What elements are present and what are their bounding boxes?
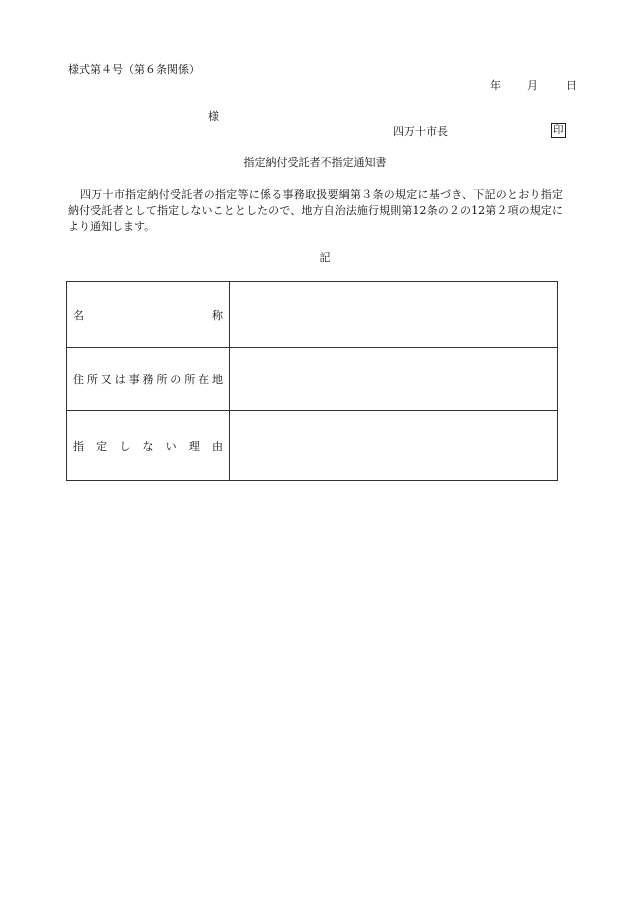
date-month-label: 月 — [527, 79, 538, 92]
form-number: 様式第４号（第６条関係） — [68, 63, 200, 76]
body-paragraph: 四万十市指定納付受託者の指定等に係る事務取扱要綱第３条の規定に基づき、下記のとおり指定納付受託者として指定しないこととしたので、地方自治法施行規則第12条の２の12第２項の規定により通知します。 — [68, 188, 563, 233]
sender-name: 四万十市長 — [393, 125, 448, 138]
table-value-cell[interactable] — [230, 411, 558, 481]
document-title: 指定納付受託者不指定通知書 — [243, 156, 387, 169]
date-day-label: 日 — [566, 79, 577, 92]
table-row — [67, 282, 558, 348]
info-table — [66, 281, 558, 481]
seal-mark: 印 — [553, 124, 564, 136]
table-value-cell[interactable] — [230, 348, 558, 411]
label-name: 名称 — [73, 308, 223, 322]
label-address: 住所又は事務所の所在地 — [73, 373, 223, 386]
label-reason: 指定しない理由 — [73, 439, 223, 453]
table-row — [67, 411, 558, 481]
table-label-cell — [67, 348, 230, 411]
date-year-label: 年 — [490, 79, 501, 92]
table-label-cell — [67, 411, 230, 481]
table-row — [67, 348, 558, 411]
table-label-cell — [67, 282, 230, 348]
date-line — [490, 80, 577, 91]
ki-heading: 記 — [319, 251, 331, 264]
table-value-cell[interactable] — [230, 282, 558, 348]
addressee-suffix: 様 — [208, 110, 219, 123]
